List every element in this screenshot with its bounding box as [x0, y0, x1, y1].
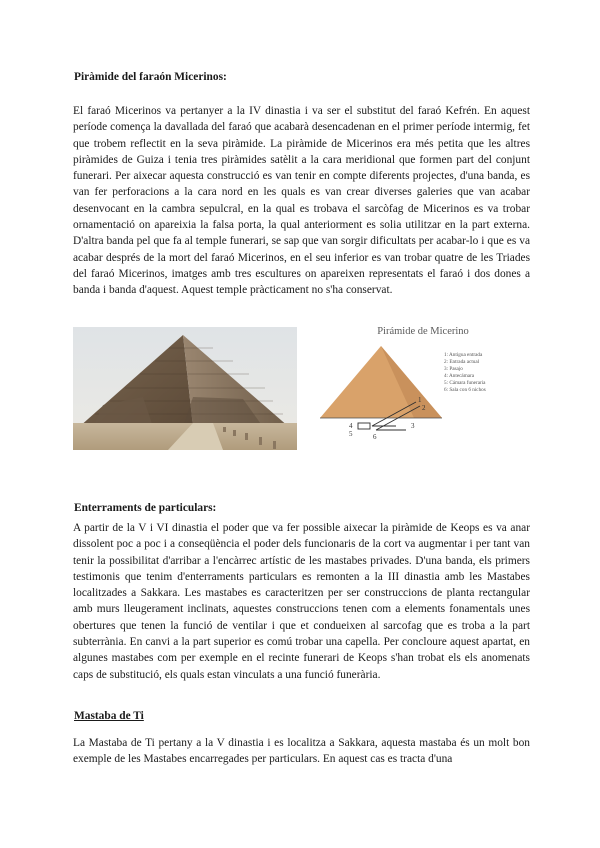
section-title-mastaba-ti: Mastaba de Ti: [74, 710, 144, 722]
section-title-micerinos: Piràmide del faraón Micerinos:: [74, 71, 227, 83]
legend-item-2: 2: Entrada actual: [444, 359, 480, 365]
legend-item-1: 1: Antigua entrada: [444, 352, 483, 358]
diagram-number-2: 2: [422, 404, 426, 412]
legend-item-6: 6: Sala con 6 nichos: [444, 387, 486, 393]
legend-item-3: 3: Pasajo: [444, 366, 463, 372]
diagram-title: Pirámide de Micerino: [377, 326, 469, 337]
pyramid-diagram-figure: [316, 322, 530, 444]
pyramid-diagram: [316, 322, 530, 444]
pyramid-photo: [73, 327, 297, 450]
diagram-number-5: 5: [349, 430, 353, 438]
pyramid-photo-image: [73, 327, 297, 450]
diagram-number-3: 3: [411, 422, 415, 430]
legend-item-5: 5: Cámara funeraria: [444, 380, 486, 386]
paragraph-mastaba-ti: La Mastaba de Ti pertany a la V dinastia i es localitza a Sakkara, aquesta mastaba és un molt bon exemple de les Mastabes encarregades per particulars. En aquest cas es tracta d'una: [73, 737, 530, 766]
legend-item-4: 4: Antecámara: [444, 373, 475, 379]
paragraph-micerinos: El faraó Micerinos va pertanyer a la IV dinastia i va ser el substitut del faraó Kefrén. En aquest període comença la davallada del faraó que acabarà desencadenan en el primer període intermig, fet que trobem reflectit en la seva piràmide. La piràmide de Micerinos era més petita que les altres piràmides de Guiza i tenia tres piràmides satèlit a la cara meridional que formen part del conjunt funerari. Per aixecar aquesta construcció es van tenir en compte diferents projectes, d'una banda, es van fer perforacions a la cara nord en les quals es van crear diverses galeries que van acabar desenvocant en la cambra sepulcral, en la qual es trobava el sarcòfag de Micerinos es va trobar ornamentació on apareixia la falsa porta, la qual anteriorment es solia utilitzar en la part externa. D'altra banda pel que fa al temple funerari, se sap que van sorgir dificultats per acabar-lo i que es va acabar després de la mort del faraó Micerinos, en el seu inferior es van trobar quatre de les Triades del faraó Micerinos, imatges amb tres escultures on apareixen representats el faraó i dos dones a banda i banda d'aquest. Aquest temple pràcticament no s'ha conservat.: [73, 105, 530, 297]
diagram-number-6: 6: [373, 433, 377, 441]
section-title-particulars: Enterraments de particulars:: [74, 502, 217, 514]
diagram-number-1: 1: [418, 396, 422, 404]
paragraph-particulars: A partir de la V i VI dinastia el poder que va fer possible aixecar la piràmide de Keops es va anar dissolent poc a poc i a conseqüència el poder dels funcionaris de la cort va augmentar i per tant van tenir la possibilitat d'arribar a l'encàrrec artístic de les mastabes privades. D'una banda, els primers testimonis que tenim d'enterraments particulars es remonten a la III dinastia amb les Mastabes localitzades a Sakkara. Les mastabes es caracteritzen per ser construccions de planta rectangular amb murs lleugerament inclinats, aquestes construccions tenen com a elements fonamentals unes obertures que tenen la funció de ventilar i que et condueixen al sarcofag que es troba a la part subterrània. En canvi a la part superior es comú trobar una capella. Per concloure aquest apartat, en algunes mastabes com per exemple en el recinte funerari de Keops s'han trobat els els anomenats caps de substitució, els quals estan vinculats a una funció funerària.: [73, 522, 530, 681]
diagram-number-4: 4: [349, 422, 353, 430]
